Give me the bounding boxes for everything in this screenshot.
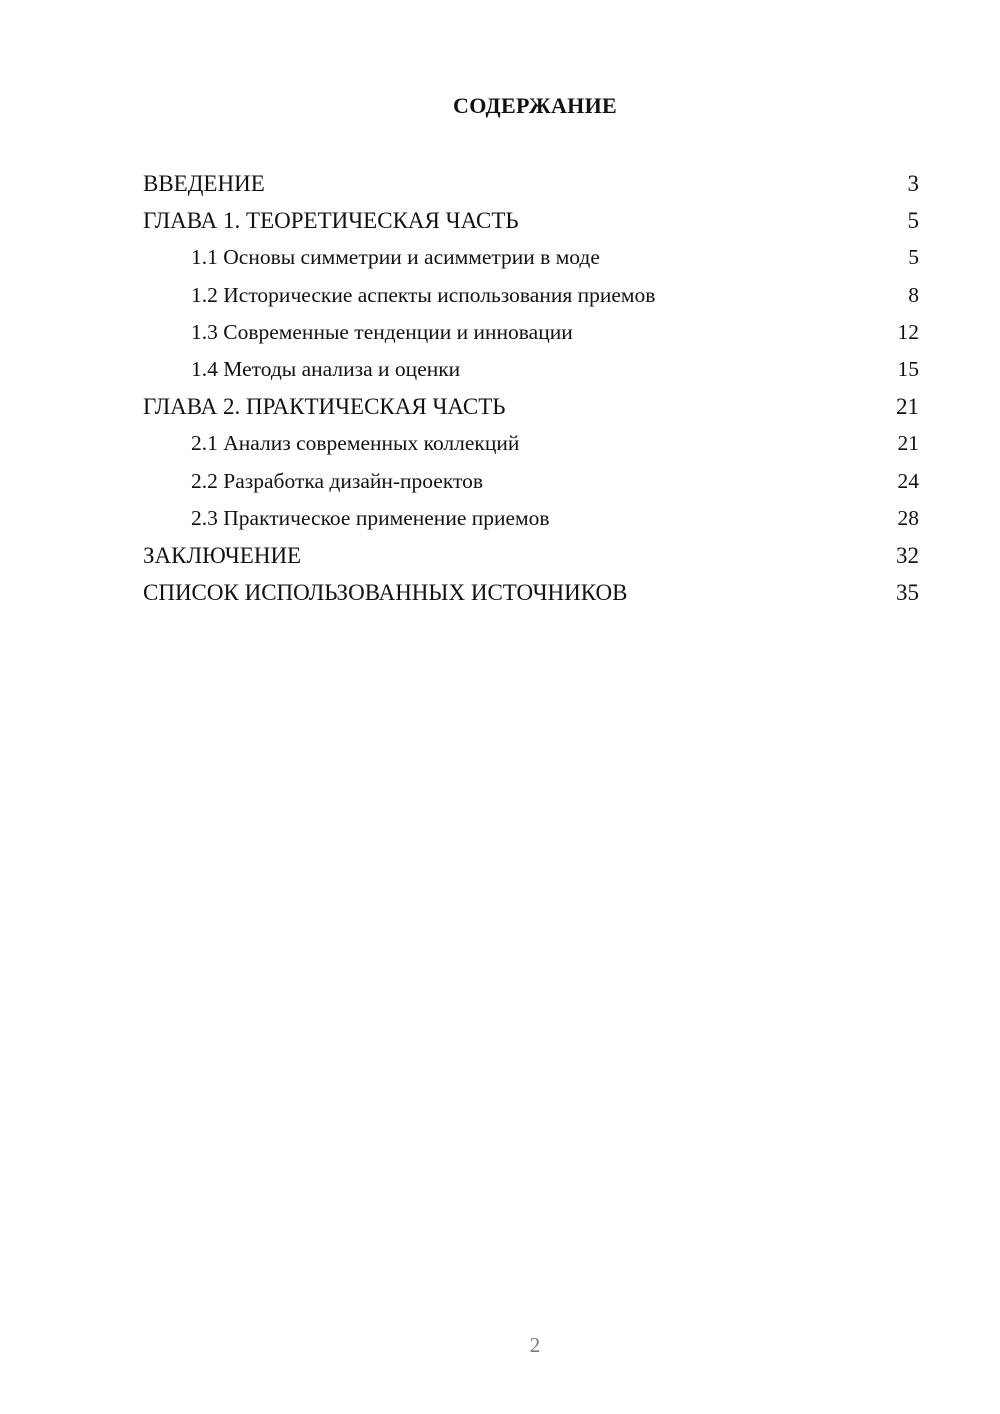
toc-entry-introduction[interactable] [143, 165, 919, 202]
toc-entry-label: 1.2 Исторические аспекты использования приемов [191, 282, 656, 307]
toc-entry-references[interactable] [143, 574, 919, 611]
toc-entry-page: 32 [896, 542, 919, 568]
page-number: 2 [529, 1333, 541, 1357]
toc-entry-label: ВВЕДЕНИЕ [143, 171, 265, 196]
toc-entry-section-2-2[interactable] [143, 463, 919, 500]
page-title: СОДЕРЖАНИЕ [453, 93, 617, 118]
toc-entry-page: 5 [908, 245, 919, 270]
toc-entry-page: 24 [897, 468, 919, 493]
toc-entry-label: 2.3 Практическое применение приемов [191, 505, 550, 530]
toc-entry-section-1-3[interactable] [143, 314, 919, 351]
toc-entry-page: 15 [897, 356, 919, 381]
toc-entry-page: 28 [897, 505, 919, 530]
toc-entry-label: 1.4 Методы анализа и оценки [191, 356, 461, 381]
toc-entry-chapter-2[interactable] [143, 388, 919, 425]
toc-entry-page: 21 [896, 394, 919, 420]
toc-entry-section-1-4[interactable] [143, 351, 919, 388]
toc-entry-page: 5 [907, 208, 919, 234]
toc-entry-section-2-1[interactable] [143, 425, 919, 462]
toc-entry-label: ГЛАВА 1. ТЕОРЕТИЧЕСКАЯ ЧАСТЬ [143, 208, 519, 234]
toc-entry-label: 2.2 Разработка дизайн-проектов [191, 468, 484, 493]
toc-entry-page: 12 [897, 319, 919, 344]
toc-entry-label: СПИСОК ИСПОЛЬЗОВАННЫХ ИСТОЧНИКОВ [143, 580, 628, 606]
toc-entry-page: 3 [907, 171, 919, 196]
toc-entry-page: 35 [896, 580, 919, 606]
toc-entry-label: ГЛАВА 2. ПРАКТИЧЕСКАЯ ЧАСТЬ [143, 394, 506, 420]
toc-entry-conclusion[interactable] [143, 537, 919, 574]
toc-entry-label: 2.1 Анализ современных коллекций [191, 431, 520, 456]
toc-entry-section-1-2[interactable] [143, 277, 919, 314]
toc-entry-label: 1.1 Основы симметрии и асимметрии в моде [191, 245, 600, 270]
toc-entry-label: ЗАКЛЮЧЕНИЕ [143, 542, 302, 568]
toc-entry-section-1-1[interactable] [143, 239, 919, 276]
table-of-contents [143, 165, 919, 611]
toc-entry-page: 8 [908, 282, 919, 307]
toc-entry-label: 1.3 Современные тенденции и инновации [191, 319, 573, 344]
toc-entry-section-2-3[interactable] [143, 500, 919, 537]
toc-entry-chapter-1[interactable] [143, 202, 919, 239]
toc-entry-page: 21 [897, 431, 919, 456]
